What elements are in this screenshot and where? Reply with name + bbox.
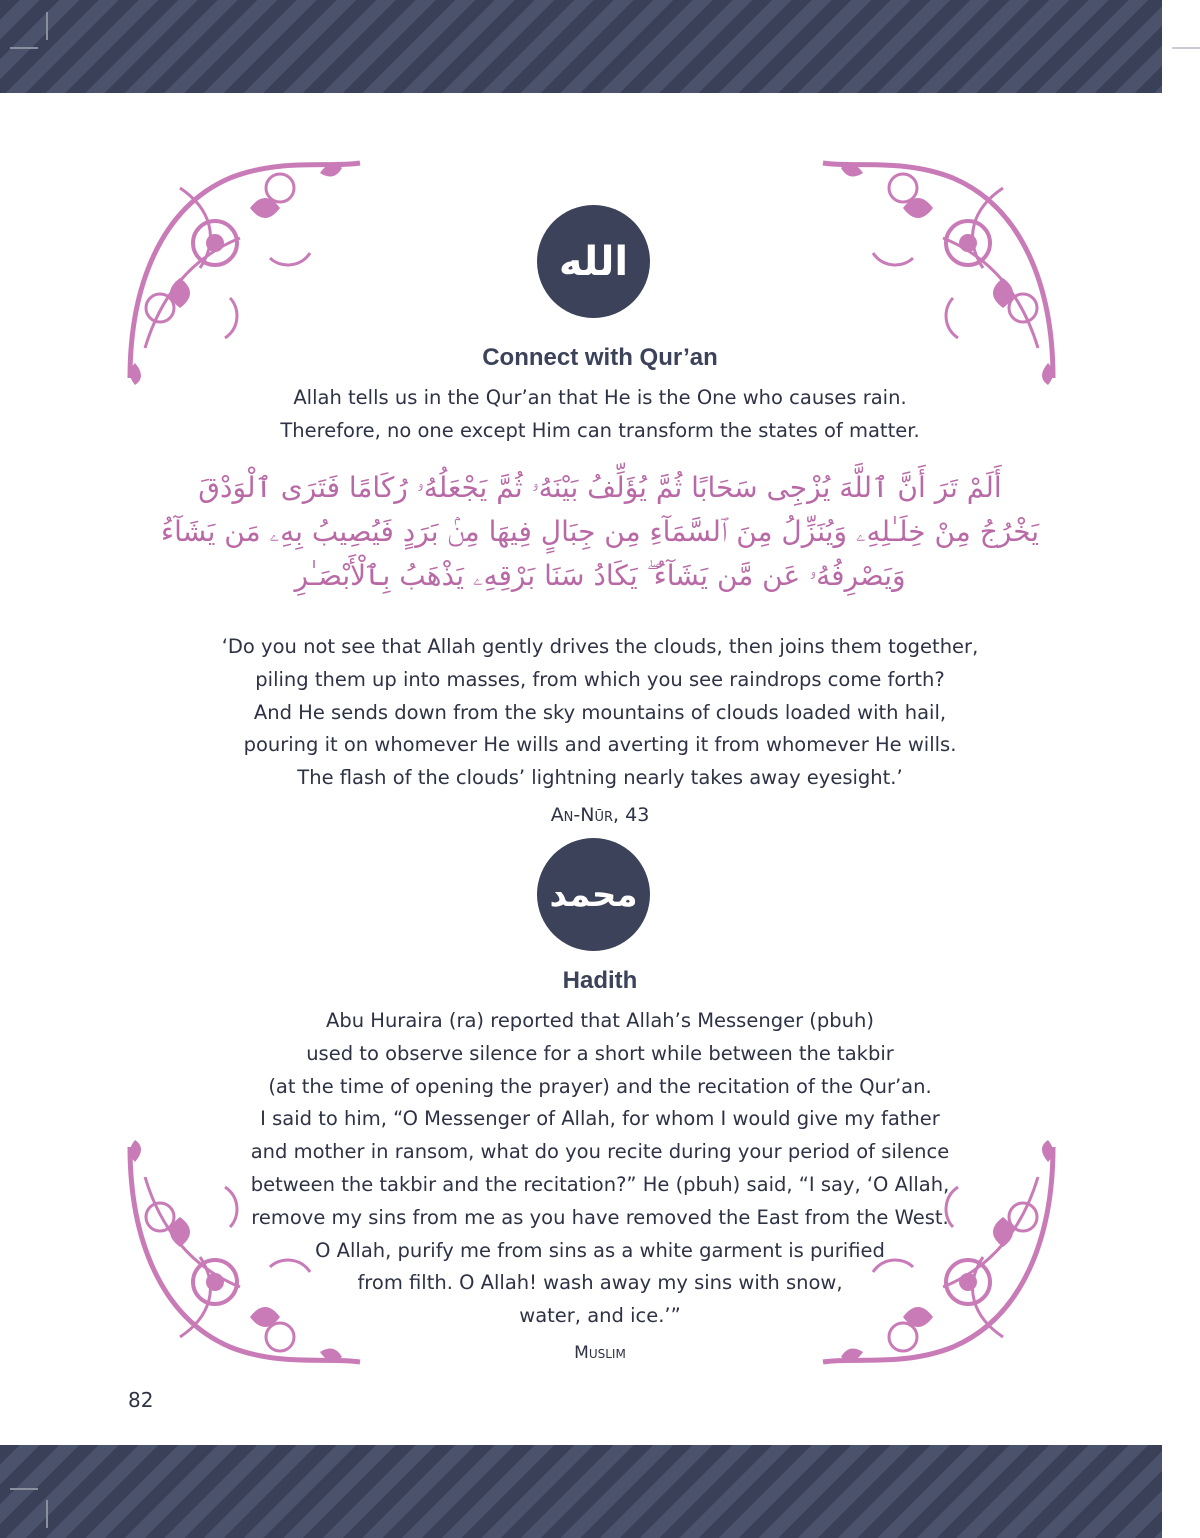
hadith-line: I said to him, “O Messenger of Allah, for whom I would give my father bbox=[260, 1107, 940, 1131]
arabic-verse-line: أَلَمْ تَرَ أَنَّ ٱللَّهَ يُزْجِى سَحَابًا ثُمَّ يُؤَلِّفُ بَيْنَهُۥ ثُمَّ يَجْعَلُهُۥ رُكَامًا فَتَرَى ٱلْوَدْقَ bbox=[198, 471, 1002, 504]
translation-line: And He sends down from the sky mountains of clouds loaded with hail, bbox=[253, 700, 947, 724]
verse-translation bbox=[150, 631, 1050, 795]
page-number: 82 bbox=[128, 1388, 154, 1412]
hadith-line: from filth. O Allah! wash away my sins with snow, bbox=[357, 1271, 843, 1295]
intro-line: Allah tells us in the Qur’an that He is the One who causes rain. bbox=[293, 386, 907, 409]
hadith-line: remove my sins from me as you have removed the East from the West. bbox=[251, 1205, 949, 1229]
crop-mark bbox=[10, 47, 38, 49]
translation-line: pouring it on whomever He wills and averting it from whomever He wills. bbox=[243, 733, 957, 757]
hadith-line: between the takbir and the recitation?” He (pbuh) said, “I say, ‘O Allah, bbox=[250, 1172, 950, 1196]
hadith-reference: Muslim bbox=[574, 1343, 626, 1363]
hadith-line: and mother in ransom, what do you recite during your period of silence bbox=[250, 1140, 950, 1164]
crop-mark bbox=[1172, 47, 1200, 49]
arabic-verse-line: يَخْرُجُ مِنْ خِلَـٰلِهِۦ وَيُنَزِّلُ مِنَ ٱلسَّمَآءِ مِن جِبَالٍ فِيهَا مِنۢ بَرَدٍ فَيُصِيبُ بِهِۦ مَن يَشَآءُ bbox=[160, 515, 1040, 548]
crop-mark bbox=[46, 12, 48, 40]
quran-intro bbox=[150, 382, 1050, 448]
section-heading-hadith: Hadith bbox=[562, 967, 638, 994]
hadith-line: used to observe silence for a short while between the takbir bbox=[306, 1041, 894, 1065]
arabic-verse-line: وَيَصْرِفُهُۥ عَن مَّن يَشَآءُ ۖ يَكَادُ سَنَا بَرْقِهِۦ يَذْهَبُ بِٱلْأَبْصَـٰرِ bbox=[294, 559, 906, 592]
translation-line: ‘Do you not see that Allah gently drives the clouds, then joins them together, bbox=[221, 635, 979, 658]
translation-line: piling them up into masses, from which you see raindrops come forth? bbox=[255, 667, 945, 691]
section-heading-quran: Connect with Qur’an bbox=[482, 344, 718, 371]
translation-line: The flash of the clouds’ lightning nearly takes away eyesight.’ bbox=[297, 766, 903, 790]
hadith-line: Abu Huraira (ra) reported that Allah’s Messenger (pbuh) bbox=[326, 1009, 874, 1032]
top-striped-band bbox=[0, 0, 1162, 93]
allah-calligraphy-emblem bbox=[537, 205, 650, 318]
crop-mark bbox=[10, 1488, 38, 1490]
verse-reference: An-Nūr, 43 bbox=[550, 804, 650, 826]
intro-line: Therefore, no one except Him can transform the states of matter. bbox=[280, 418, 920, 442]
arabic-verse bbox=[150, 466, 1050, 598]
allah-calligraphy-icon: الله bbox=[558, 238, 629, 285]
bottom-striped-band bbox=[0, 1445, 1162, 1538]
hadith-line: (at the time of opening the prayer) and the recitation of the Qur’an. bbox=[268, 1074, 932, 1098]
muhammad-calligraphy-emblem bbox=[537, 838, 650, 951]
muhammad-calligraphy-icon: محمد bbox=[549, 874, 638, 915]
hadith-text bbox=[150, 1005, 1050, 1333]
hadith-line: water, and ice.’” bbox=[519, 1304, 681, 1328]
hadith-line: O Allah, purify me from sins as a white garment is purified bbox=[315, 1238, 885, 1262]
crop-mark bbox=[46, 1500, 48, 1528]
